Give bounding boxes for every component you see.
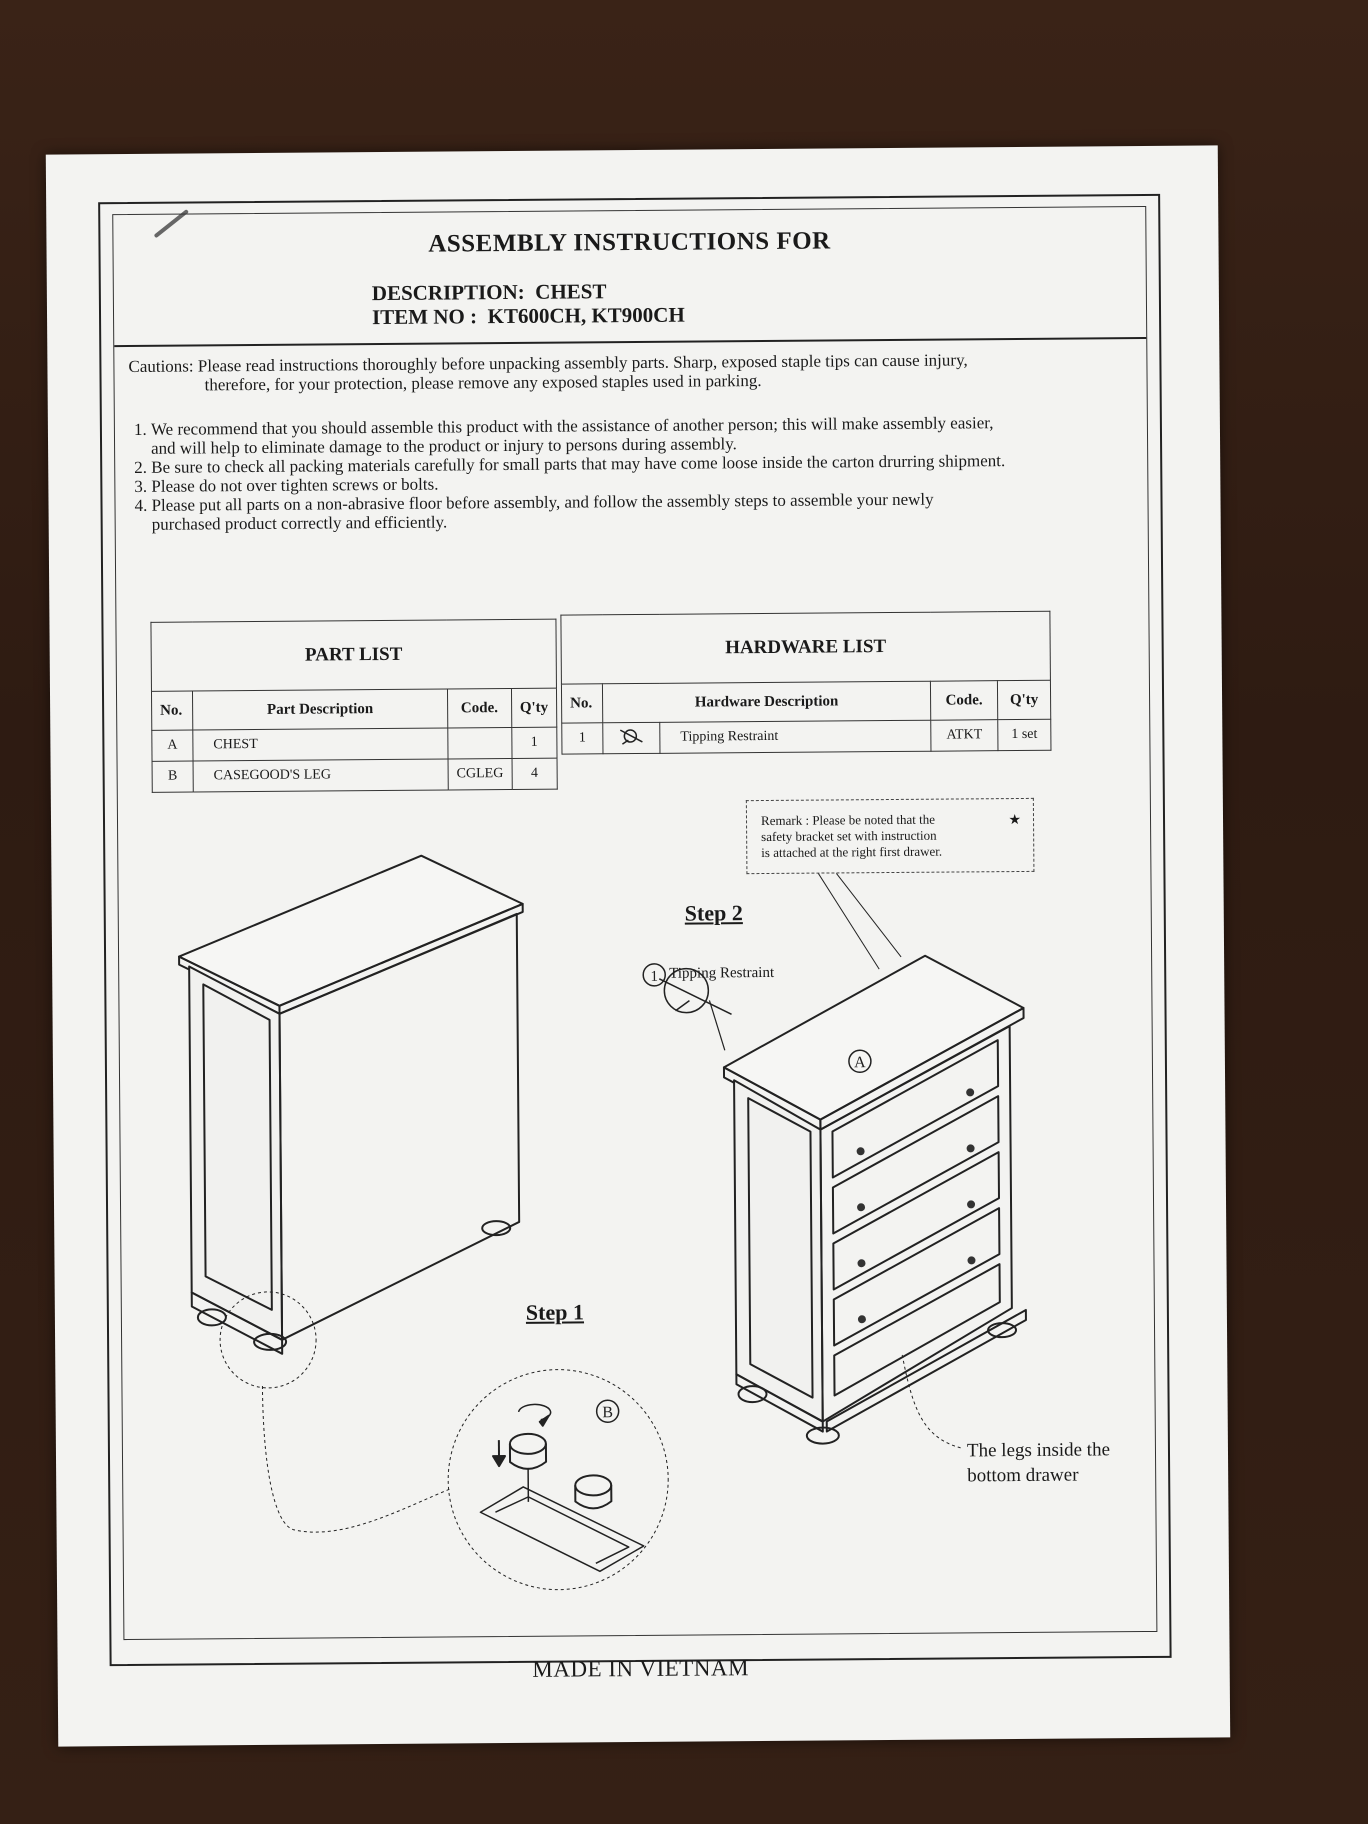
item-value: KT600CH, KT900CH	[487, 302, 685, 329]
made-in-label: MADE IN VIETNAM	[532, 1655, 750, 1682]
tipping-restraint-label: Tipping Restraint	[669, 964, 775, 982]
remark-note: Remark : Please be noted that the safety bracket set with instruction is attached at the right first drawer. ★	[746, 798, 1035, 874]
col-qty: Q'ty	[511, 688, 557, 727]
table-row: B CASEGOOD'S LEG CGLEG 4	[152, 758, 557, 792]
page-title: ASSEMBLY INSTRUCTIONS FOR	[428, 227, 831, 258]
col-desc: Hardware Description	[602, 681, 930, 723]
cautions-line-1: Cautions: Please read instructions thoroughly before unpacking assembly parts. Sharp, exposed staple tips can cause injury,	[128, 350, 968, 376]
part-list-title: PART LIST	[151, 619, 557, 691]
leg-detail-circle	[447, 1369, 669, 1591]
description-value: CHEST	[535, 279, 607, 304]
outer-frame	[98, 194, 1171, 1682]
step-1-label: Step 1	[525, 1299, 585, 1325]
step-item: 1. We recommend that you should assemble this product with the assistance of another person; this will make assembly easier, and will help to eliminate damage to the product or injury to persons during assembly.	[151, 412, 1147, 458]
col-qty: Q'ty	[997, 680, 1050, 719]
assembly-illustration	[113, 207, 1158, 1641]
instruction-sheet	[46, 145, 1230, 1746]
inner-frame	[112, 206, 1157, 1640]
leg	[988, 1323, 1016, 1337]
label-a: A	[854, 1054, 866, 1072]
step-item: 4. Please put all parts on a non-abrasive floor before assembly, and follow the assembly steps to assemble your newly purchased product correctly and efficiently.	[151, 488, 1147, 534]
col-code: Code.	[447, 688, 511, 727]
table-row: 1 Tipping Restraint ATKT 1 set	[562, 719, 1051, 754]
legs-note: The legs inside the bottom drawer	[966, 1439, 1111, 1487]
col-no: No.	[151, 691, 192, 730]
step-item: 3. Please do not over tighten screws or bolts.	[151, 469, 1147, 496]
tipping-num: 1	[650, 968, 659, 985]
step-item: 2. Be sure to check all packing materials carefully for small parts that may have come loose inside the carton drurring shipment.	[151, 450, 1147, 477]
col-desc: Part Description	[192, 689, 447, 730]
step-2-label: Step 2	[684, 900, 743, 926]
star-icon: ★	[1008, 812, 1022, 829]
cautions-line-2: therefore, for your protection, please remove any exposed staples used in parking.	[204, 371, 762, 395]
description-label: DESCRIPTION:	[371, 279, 525, 306]
col-no: No.	[561, 684, 602, 723]
label-b: B	[602, 1404, 614, 1422]
table-row: A CHEST 1	[152, 727, 557, 761]
item-label: ITEM NO :	[371, 304, 478, 330]
col-code: Code.	[930, 681, 997, 721]
hardware-list-title: HARDWARE LIST	[561, 611, 1051, 684]
